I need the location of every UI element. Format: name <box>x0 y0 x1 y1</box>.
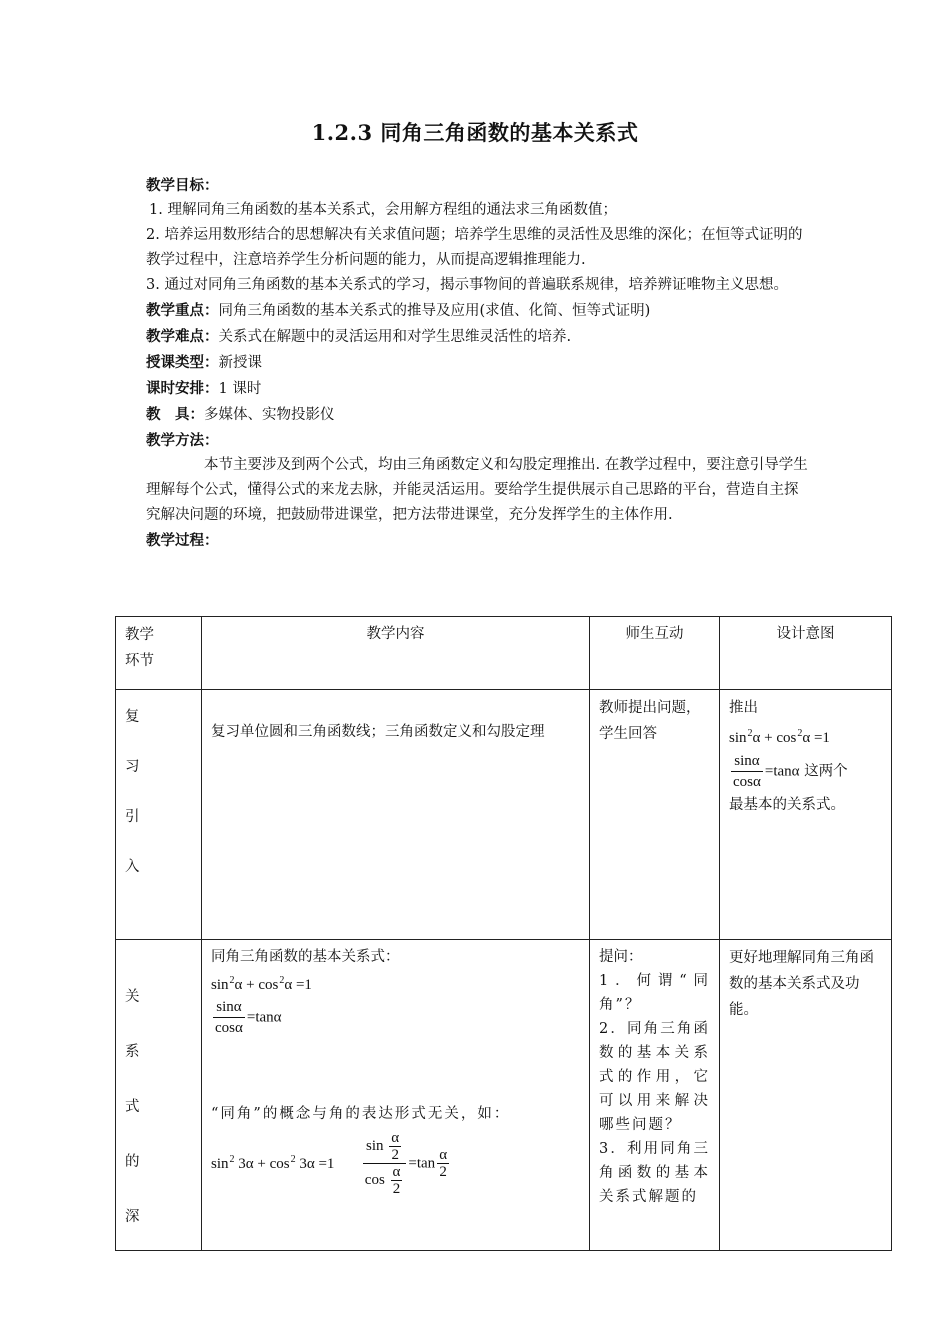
alpha-symbol: α <box>235 1020 243 1036</box>
cos-symbol: cos <box>733 774 753 790</box>
cos-symbol: cos <box>364 1171 385 1188</box>
stage-char: 的 <box>125 1154 140 1170</box>
stage-char: 入 <box>125 859 140 875</box>
interaction-line: 提问： <box>599 949 643 965</box>
equals-symbol: = <box>408 1155 417 1172</box>
square-symbol: 2 <box>290 1153 296 1165</box>
content-cell <box>202 690 590 940</box>
three-alpha: 3α <box>299 1155 315 1172</box>
key-point-line <box>146 298 810 324</box>
alpha-symbol: α <box>751 753 760 769</box>
stage-cell <box>116 940 202 1251</box>
half-alpha: $\frac{\alpha}{2}$ <box>392 1164 401 1197</box>
intent-tail: 最基本的关系式。 <box>729 797 845 813</box>
equals-symbol: = <box>764 763 774 780</box>
interaction-cell <box>590 940 720 1251</box>
alpha-symbol: α <box>752 730 761 746</box>
schedule-line <box>146 376 810 402</box>
header-content: 教学内容 <box>202 617 590 690</box>
identity-quotient <box>211 997 580 1038</box>
cos-symbol: cos <box>215 1020 235 1036</box>
interaction-cell: 教师提出问题，学生回答 <box>590 690 720 940</box>
alpha-symbol: α <box>791 763 800 780</box>
intent-cell: 更好地理解同角三角函数的基本关系式及功能。 <box>720 940 892 1251</box>
schedule-text: 1 课时 <box>218 381 262 397</box>
intent-cell <box>720 690 892 940</box>
equals-one: =1 <box>318 1155 335 1172</box>
stage-char: 习 <box>125 759 140 775</box>
schedule-label: 课时安排： <box>146 380 219 397</box>
review-text: 复习单位圆和三角函数线；三角函数定义和勾股定理 <box>211 724 545 740</box>
alpha-symbol: α <box>753 774 761 790</box>
difficulty-text: 关系式在解题中的灵活运用和对学生思维灵活性的培养. <box>218 329 572 345</box>
sin-symbol: sin <box>216 999 234 1015</box>
key-point-label: 教学重点： <box>146 302 219 319</box>
alpha-symbol: α <box>273 1009 282 1026</box>
goals-label: 教学目标： <box>146 177 219 194</box>
goal-item: 2. 培养运用数形结合的思想解决有关求值问题；培养学生思维的灵活性及思维的深化；在恒等式证明的教学过程中，注意培养学生分析问题的能力，从而提高逻辑推理能力. <box>146 227 803 268</box>
same-angle-note: “同角”的概念与角的表达形式无关，如： <box>211 1106 511 1122</box>
method-text: 本节主要涉及到两个公式，均由三角函数定义和勾股定理推出. 在教学过程中，要注意引导学生理解每个公式，懂得公式的来龙去脉，并能灵活运用。要给学生提供展示自己思路的平台，营造自主探究解决问题的环境，把鼓励带进课堂，把方法带进课堂，充分发挥学生的主体作用. <box>146 457 808 523</box>
square-symbol: 2 <box>747 728 753 739</box>
cos-symbol: cos <box>776 730 797 746</box>
equals-one: =1 <box>295 977 312 993</box>
header-interaction: 师生互动 <box>590 617 720 690</box>
equals-one: =1 <box>813 730 830 746</box>
stage-char: 式 <box>125 1099 140 1115</box>
tools-label: 教 具： <box>146 406 204 423</box>
half-alpha: $\frac{\alpha}{2}$ <box>391 1130 400 1163</box>
sin-over-cos <box>213 997 245 1038</box>
header-intent: 设计意图 <box>720 617 892 690</box>
process-label: 教学过程： <box>146 532 219 549</box>
table-row <box>116 940 892 1251</box>
goal-item: 3. 通过对同角三角函数的基本关系式的学习，揭示事物间的普遍联系规律，培养辨证唯物主义思想。 <box>146 277 788 293</box>
example-formulas <box>211 1130 580 1197</box>
identity-quotient-line <box>729 751 882 792</box>
stage-cell <box>116 690 202 940</box>
stage-char: 复 <box>125 709 140 725</box>
lesson-type-label: 授课类型： <box>146 354 219 371</box>
alpha-symbol: α <box>802 730 811 746</box>
identity-pythagorean <box>729 721 882 751</box>
interaction-line: 2．同角三角函数的基本关系式的作用，它可以用来解决哪些问题？ <box>599 1021 710 1133</box>
sin-symbol: sin <box>729 730 747 746</box>
header-stage: 教学 环节 <box>116 617 202 690</box>
stage-char: 深 <box>125 1209 140 1225</box>
plus-symbol: + <box>257 1155 266 1172</box>
intent-prefix: 推出 <box>729 700 758 716</box>
half-alpha: $\frac{\alpha}{2}$ <box>439 1147 448 1180</box>
content-cell <box>202 940 590 1251</box>
lesson-intro <box>146 173 810 553</box>
alpha-symbol: α <box>234 977 243 993</box>
interaction-line: 3．利用同角三角函数的基本关系式解题的 <box>599 1141 710 1205</box>
tan-symbol: tan <box>255 1009 274 1026</box>
sin-over-cos <box>731 751 763 792</box>
key-point-text: 同角三角函数的基本关系式的推导及应用(求值、化简、恒等式证明) <box>218 303 651 319</box>
square-symbol: 2 <box>229 1153 235 1165</box>
square-symbol: 2 <box>229 975 235 986</box>
sin-symbol: sin <box>734 753 752 769</box>
tools-line <box>146 402 810 428</box>
stage-char: 引 <box>125 809 140 825</box>
sin-symbol: sin <box>211 1155 229 1172</box>
square-symbol: 2 <box>279 975 285 986</box>
tools-text: 多媒体、实物投影仪 <box>204 407 335 423</box>
goal-item: 1. 理解同角三角函数的基本关系式，会用解方程组的通法求三角函数值； <box>149 202 617 218</box>
difficulty-line <box>146 324 810 350</box>
method-label: 教学方法： <box>146 432 219 449</box>
intent-suffix: 这两个 <box>804 763 848 780</box>
identity-pythagorean <box>211 969 580 997</box>
content-title: 同角三角函数的基本关系式： <box>211 949 400 965</box>
cos-symbol: cos <box>269 1155 290 1172</box>
square-symbol: 2 <box>797 728 803 739</box>
alpha-symbol: α <box>233 999 242 1015</box>
page-title: 1.2.3 同角三角函数的基本关系式 <box>311 120 639 145</box>
process-table <box>115 616 892 1251</box>
three-alpha: 3α <box>238 1155 254 1172</box>
plus-symbol: + <box>246 977 255 993</box>
cos-symbol: cos <box>258 977 279 993</box>
tan-symbol: tan <box>773 763 792 780</box>
interaction-line: 1．何谓“同角”？ <box>599 973 710 1013</box>
lesson-type-line <box>146 350 810 376</box>
stage-char: 系 <box>125 1044 140 1060</box>
sin-symbol: sin <box>366 1137 384 1154</box>
example-pythagorean <box>211 1153 338 1172</box>
difficulty-label: 教学难点： <box>146 328 219 345</box>
alpha-symbol: α <box>284 977 293 993</box>
stage-char: 关 <box>125 989 140 1005</box>
lesson-type-text: 新授课 <box>218 355 262 371</box>
plus-symbol: + <box>764 730 773 746</box>
table-header-row <box>116 617 892 690</box>
example-quotient <box>363 1130 407 1197</box>
table-row <box>116 690 892 940</box>
sin-symbol: sin <box>211 977 229 993</box>
equals-symbol: = <box>246 1009 256 1026</box>
tan-symbol: tan <box>416 1155 436 1172</box>
